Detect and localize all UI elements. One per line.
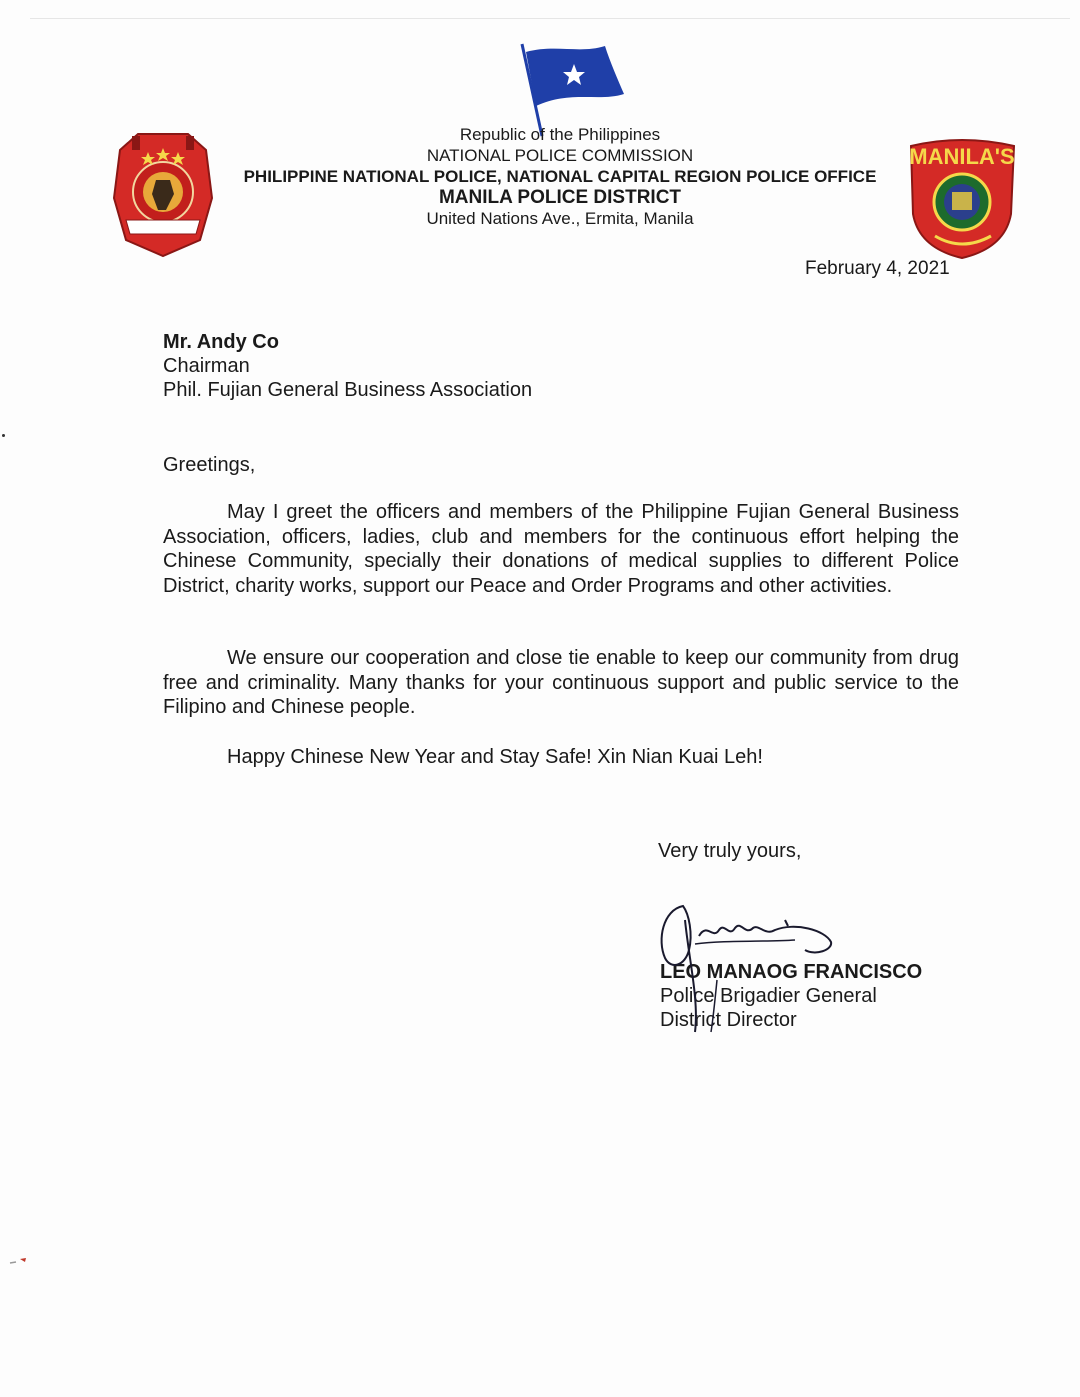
body-paragraph-1: May I greet the officers and members of the Philippine Fujian General Business Association, officers, ladies, club and members for the continuous effort helping the Chinese Community, specially their donations of medical supplies to different Police District, charity works, support our Peace and Order Programs and other activities.: [163, 501, 959, 597]
body-paragraph-3: Happy Chinese New Year and Stay Safe! Xin Nian Kuai Leh!: [227, 746, 763, 768]
addressee-title: Chairman: [163, 355, 250, 377]
signatory-block: [660, 960, 922, 1032]
letterhead: [200, 124, 920, 229]
mpd-seal-icon: [905, 136, 1020, 261]
letterhead-republic: Republic of the Philippines: [459, 125, 661, 144]
signatory-rank: Police Brigadier General: [660, 985, 877, 1007]
scan-speck: [2, 434, 5, 437]
svg-text:MANILA'S: MANILA'S: [909, 144, 1015, 169]
body-paragraph-2: We ensure our cooperation and close tie enable to keep our community from drug free and criminality. Many thanks for your continuous support and public service to the Filipino and Chinese people.: [163, 647, 959, 718]
signatory-name: LEO MANAOG FRANCISCO: [660, 961, 923, 983]
letterhead-pnp-ncr: PHILIPPINE NATIONAL POLICE, NATIONAL CAPITAL REGION POLICE OFFICE: [243, 167, 877, 186]
top-rule: [30, 18, 1070, 19]
letterhead-address: United Nations Ave., Ermita, Manila: [426, 209, 694, 228]
closing: Very truly yours,: [658, 840, 802, 862]
addressee-organization: Phil. Fujian General Business Association: [163, 379, 533, 401]
addressee-name: Mr. Andy Co: [163, 331, 279, 353]
addressee-block: [163, 330, 532, 402]
signatory-position: District Director: [660, 1009, 797, 1031]
letter-date: February 4, 2021: [805, 258, 950, 279]
scan-mark-icon: [8, 1256, 30, 1266]
letterhead-commission: NATIONAL POLICE COMMISSION: [426, 146, 694, 165]
greeting: Greetings,: [163, 454, 256, 476]
letterhead-district: MANILA POLICE DISTRICT: [438, 187, 682, 208]
